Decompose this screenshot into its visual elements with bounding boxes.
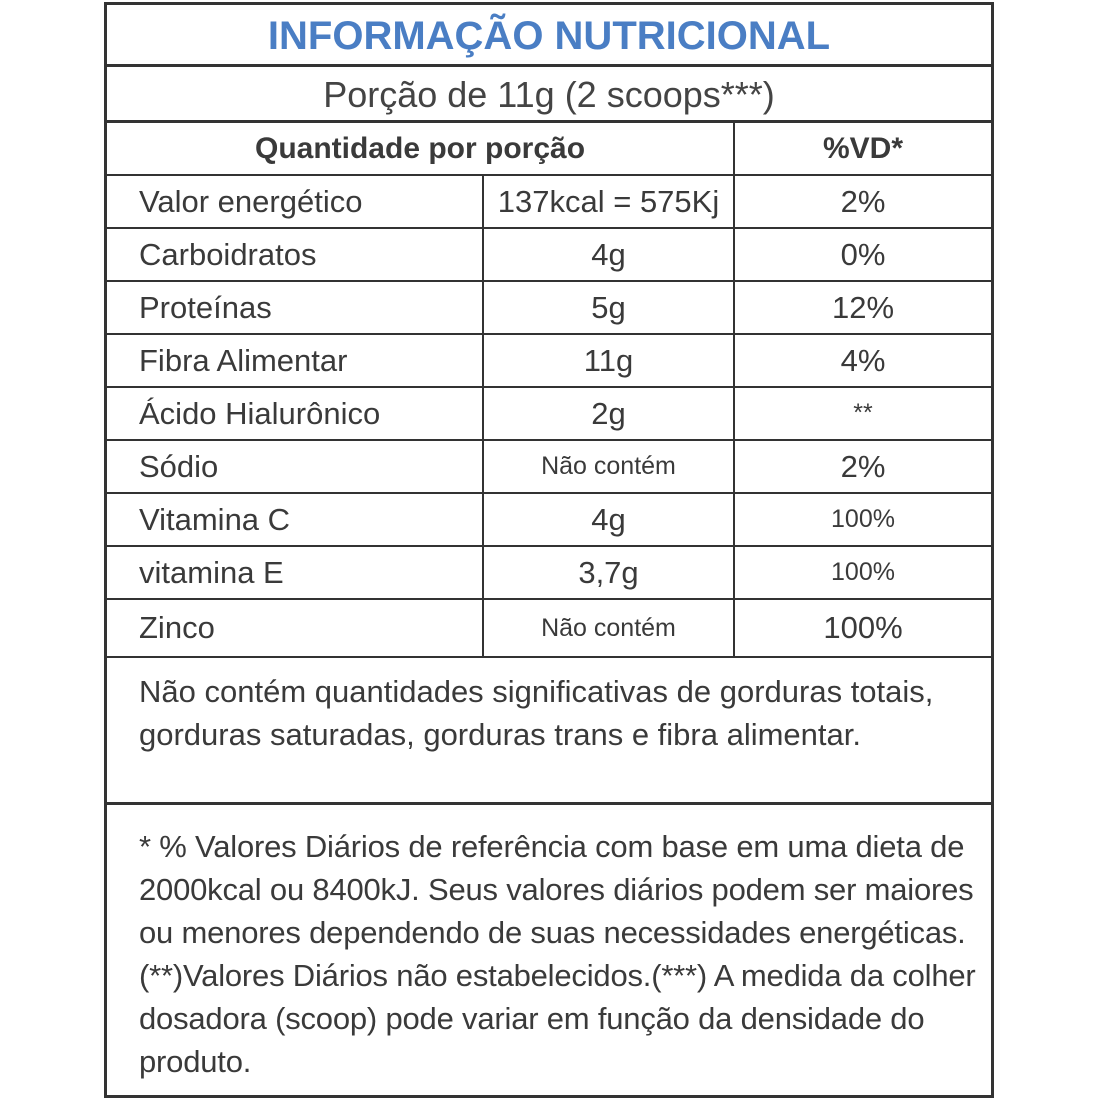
nutrient-name: Valor energético: [139, 183, 363, 219]
nutrient-name: Carboidratos: [139, 236, 317, 272]
table-row: [107, 229, 991, 282]
table-row: [107, 388, 991, 441]
table-row: [107, 494, 991, 547]
table-row: [107, 176, 991, 229]
nutrient-amount: Não contém: [482, 600, 733, 656]
nutrient-amount: 5g: [482, 282, 733, 333]
nutrient-vd: 12%: [733, 282, 991, 333]
table-row: [107, 600, 991, 658]
quantity-header: Quantidade por porção: [254, 131, 586, 165]
nutrient-name: Proteínas: [139, 289, 272, 325]
nutrient-amount: 4g: [482, 229, 733, 280]
nutrient-vd: **: [733, 388, 991, 439]
table-row: [107, 547, 991, 600]
table-row: [107, 335, 991, 388]
nutrient-name: Vitamina C: [139, 501, 291, 537]
nutrient-name: Ácido Hialurônico: [139, 395, 381, 431]
nutrient-name: Sódio: [139, 448, 219, 484]
nutrient-amount: 4g: [482, 494, 733, 545]
table-row: [107, 282, 991, 335]
nutrient-vd: 4%: [733, 335, 991, 386]
nutrient-amount: 137kcal = 575Kj: [482, 176, 733, 227]
nutrient-vd: 2%: [733, 176, 991, 227]
vd-header: %VD*: [733, 123, 991, 174]
nutrient-amount: 2g: [482, 388, 733, 439]
nutrient-vd: 2%: [733, 441, 991, 492]
nutrient-vd: 0%: [733, 229, 991, 280]
nutrition-title: INFORMAÇÃO NUTRICIONAL: [107, 5, 991, 67]
nutrient-vd: 100%: [733, 494, 991, 545]
nutrient-vd: 100%: [733, 600, 991, 656]
nutrient-amount: Não contém: [482, 441, 733, 492]
fats-note: Não contém quantidades significativas de gorduras totais, gorduras saturadas, gorduras trans e fibra alimentar.: [107, 658, 991, 805]
portion-size: Porção de 11g (2 scoops***): [107, 67, 991, 123]
daily-values-footnote: * % Valores Diários de referência com base em uma dieta de 2000kcal ou 8400kJ. Seus valores diários podem ser maiores ou menores dependendo de suas necessidades energéticas.(**)Valores Diários não estabelecidos.(***) A medida da colher dosadora (scoop) pode variar em função da densidade do produto.: [139, 829, 976, 1079]
nutrition-facts-label: [104, 2, 994, 1098]
nutrient-name: Zinco: [139, 610, 215, 645]
table-header-row: [107, 123, 991, 176]
nutrient-vd: 100%: [733, 547, 991, 598]
table-row: [107, 441, 991, 494]
nutrient-name: vitamina E: [139, 554, 284, 590]
nutrient-amount: 11g: [482, 335, 733, 386]
nutrient-name: Fibra Alimentar: [139, 342, 348, 378]
nutrient-amount: 3,7g: [482, 547, 733, 598]
